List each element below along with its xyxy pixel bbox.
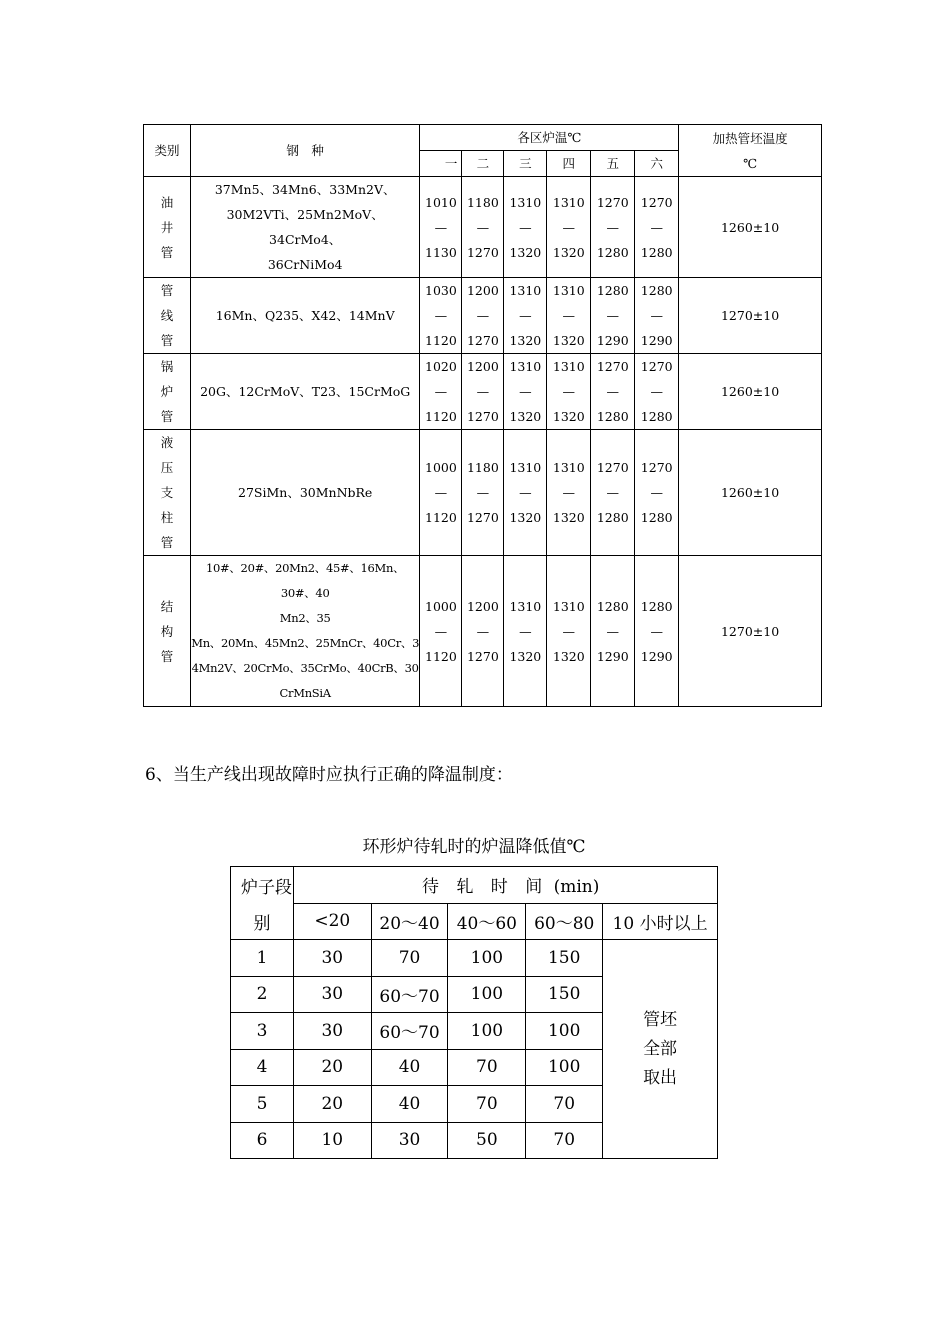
range-high: 1270 (466, 244, 499, 260)
long-wait-note (603, 940, 718, 1159)
header-category: 类别 (144, 125, 191, 177)
zone-6-range (635, 278, 679, 354)
row-billet-temperature: 1260±10 (679, 430, 822, 556)
reduction-value: 70 (448, 1086, 526, 1123)
steel-grade-line: 16Mn、Q235、X42、14MnV (215, 308, 395, 323)
reduction-value: 20 (293, 1086, 371, 1123)
row-billet-temperature: 1260±10 (679, 177, 822, 278)
zone-4-range (547, 430, 591, 556)
range-dash: — (434, 219, 448, 235)
table1-header-row (144, 125, 822, 151)
waiting-time-label: 待 轧 时 间 (421, 877, 549, 898)
category-char: 管 (160, 409, 174, 424)
reduction-value: 70 (448, 1049, 526, 1086)
range-dash: — (606, 384, 619, 399)
row-steel-grades (190, 556, 420, 707)
range-low: 1200 (466, 283, 499, 298)
range-low: 1180 (466, 460, 499, 475)
header-zone-temperature: 各区炉温℃ (420, 125, 679, 151)
range-dash: — (606, 485, 619, 500)
range-dash: — (476, 623, 490, 639)
furnace-segment: 2 (231, 976, 294, 1013)
zone-5-range (591, 177, 635, 278)
steel-grade-line: 27SiMn、30MnNbRe (238, 485, 373, 500)
range-low: 1280 (596, 283, 629, 298)
steel-grade-line: 37Mn5、34Mn6、33Mn2V、 (214, 182, 396, 197)
range-low: 1020 (425, 359, 457, 374)
reduction-value: 100 (526, 1013, 603, 1050)
furnace-segment: 6 (231, 1122, 294, 1159)
range-dash: — (519, 308, 532, 323)
zone-6-range (635, 430, 679, 556)
range-dash: — (519, 485, 532, 500)
range-high: 1280 (640, 409, 673, 424)
long-wait-note-line: 全部 (643, 1038, 678, 1059)
row-category (144, 556, 191, 707)
reduction-value: 10 (293, 1122, 371, 1159)
zone-1-range (420, 354, 462, 430)
reduction-value: 60～70 (371, 976, 448, 1013)
category-char: 管 (160, 535, 174, 550)
long-wait-note-line: 管坯 (643, 1009, 678, 1030)
table1-row (144, 177, 822, 278)
range-low: 1270 (640, 460, 673, 475)
range-dash: — (476, 308, 490, 323)
category-char: 构 (160, 623, 174, 639)
range-high: 1120 (425, 510, 457, 525)
range-low: 1310 (509, 283, 542, 298)
table1-row (144, 430, 822, 556)
range-low: 1310 (509, 194, 542, 210)
zone-6-range (635, 177, 679, 278)
row-steel-grades (190, 177, 420, 278)
range-low: 1310 (552, 460, 585, 475)
reduction-value: 70 (526, 1122, 603, 1159)
furnace-segment: 4 (231, 1049, 294, 1086)
range-dash: — (650, 219, 663, 235)
zone-2-range (462, 177, 504, 278)
range-high: 1290 (596, 648, 629, 664)
range-low: 1200 (466, 359, 499, 374)
reduction-value: 100 (448, 976, 526, 1013)
range-high: 1280 (640, 510, 673, 525)
row-category (144, 430, 191, 556)
reduction-value: 70 (526, 1086, 603, 1123)
table2-caption: 环形炉待轧时的炉温降低值℃ (362, 837, 586, 857)
range-low: 1280 (640, 283, 673, 298)
zone-1-range (420, 430, 462, 556)
zone-6-range (635, 556, 679, 707)
category-char: 压 (160, 460, 174, 475)
zone-6-header: 六 (635, 151, 679, 177)
zone-4-range (547, 278, 591, 354)
range-dash: — (562, 623, 576, 639)
range-high: 1320 (552, 333, 585, 348)
range-high: 1120 (425, 648, 457, 664)
range-dash: — (562, 384, 576, 399)
range-dash: — (562, 219, 576, 235)
range-low: 1270 (596, 194, 629, 210)
zone-5-range (591, 556, 635, 707)
range-high: 1120 (425, 409, 457, 424)
header-furnace-segment-line1: 炉子段 (231, 867, 294, 904)
reduction-value: 100 (448, 1013, 526, 1050)
steel-grade-line: 20G、12CrMoV、T23、15CrMoG (200, 384, 411, 399)
range-high: 1270 (466, 510, 499, 525)
range-high: 1320 (509, 244, 542, 260)
range-dash: — (562, 485, 576, 500)
range-low: 1010 (425, 194, 457, 210)
category-char: 炉 (160, 384, 174, 399)
range-high: 1280 (596, 244, 629, 260)
zone-3-header: 三 (504, 151, 547, 177)
zone-2-range (462, 278, 504, 354)
row-billet-temperature: 1260±10 (679, 354, 822, 430)
range-low: 1180 (466, 194, 499, 210)
reduction-value: 150 (526, 976, 603, 1013)
range-low: 1200 (466, 598, 499, 614)
zone-3-range (504, 556, 547, 707)
range-high: 1130 (425, 244, 457, 260)
zone-3-range (504, 177, 547, 278)
range-dash: — (434, 485, 448, 500)
range-low: 1270 (640, 359, 673, 374)
reduction-value: 40 (371, 1086, 448, 1123)
row-billet-temperature: 1270±10 (679, 278, 822, 354)
header-billet-temperature-line2: ℃ (743, 155, 758, 171)
range-low: 1270 (596, 460, 629, 475)
reduction-value: 150 (526, 940, 603, 977)
range-high: 1320 (552, 409, 585, 424)
reduction-value: 40 (371, 1049, 448, 1086)
waiting-time-unit: (min) (553, 877, 600, 898)
range-low: 1270 (640, 194, 673, 210)
row-billet-temperature: 1270±10 (679, 556, 822, 707)
range-dash: — (519, 219, 532, 235)
long-wait-note-line: 取出 (643, 1067, 678, 1088)
row-steel-grades (190, 354, 420, 430)
range-high: 1270 (466, 333, 499, 348)
zone-4-header: 四 (547, 151, 591, 177)
steel-grade-line: 30M2VTi、25Mn2MoV、34CrMo4、 (226, 207, 384, 247)
col-header-60-80: 60～80 (526, 903, 603, 940)
category-char: 管 (160, 283, 174, 298)
col-header-40-60: 40～60 (448, 903, 526, 940)
range-high: 1280 (596, 409, 629, 424)
zone-5-range (591, 354, 635, 430)
temperature-reduction-table (230, 866, 718, 1159)
col-header-lt20: <20 (293, 903, 371, 940)
furnace-segment: 1 (231, 940, 294, 977)
range-dash: — (476, 219, 490, 235)
range-high: 1320 (552, 244, 585, 260)
header-billet-temperature-line1: 加热管坯温度 (712, 130, 788, 146)
table2-row (231, 940, 718, 977)
category-char: 管 (160, 244, 174, 260)
zone-6-range (635, 354, 679, 430)
range-low: 1000 (425, 460, 457, 475)
range-high: 1320 (509, 333, 542, 348)
col-header-20-40: 20～40 (371, 903, 448, 940)
range-dash: — (650, 485, 663, 500)
range-dash: — (606, 308, 619, 323)
range-dash: — (562, 308, 576, 323)
range-low: 1310 (509, 359, 542, 374)
range-dash: — (606, 623, 619, 639)
zone-1-range (420, 556, 462, 707)
zone-2-range (462, 556, 504, 707)
range-dash: — (650, 623, 663, 639)
category-char: 井 (160, 219, 174, 235)
furnace-segment: 5 (231, 1086, 294, 1123)
reduction-value: 30 (293, 1013, 371, 1050)
steel-grade-line: CrMnSiA (279, 686, 331, 700)
section-heading: 6、当生产线出现故障时应执行正确的降温制度： (145, 765, 513, 785)
header-steel-grade: 钢 种 (190, 125, 420, 177)
header-billet-temperature (679, 125, 822, 177)
range-low: 1030 (425, 283, 457, 298)
reduction-value: 100 (526, 1049, 603, 1086)
steel-grade-line: Mn、20Mn、45Mn2、25MnCr、40Cr、3 (191, 636, 420, 650)
range-high: 1320 (509, 648, 542, 664)
range-low: 1310 (509, 598, 542, 614)
zone-5-range (591, 278, 635, 354)
table1-row (144, 354, 822, 430)
reduction-value: 30 (293, 940, 371, 977)
range-low: 1310 (552, 283, 585, 298)
zone-2-range (462, 354, 504, 430)
reduction-value: 30 (293, 976, 371, 1013)
zone-4-range (547, 556, 591, 707)
header-waiting-time (293, 867, 717, 904)
range-high: 1270 (466, 648, 499, 664)
category-char: 锅 (160, 359, 174, 374)
steel-grade-line: 36CrNiMo4 (267, 257, 343, 272)
range-high: 1320 (509, 409, 542, 424)
range-low: 1310 (552, 194, 585, 210)
zone-4-range (547, 177, 591, 278)
row-category (144, 354, 191, 430)
range-dash: — (519, 384, 532, 399)
row-category (144, 177, 191, 278)
category-char: 线 (160, 308, 174, 323)
row-steel-grades (190, 430, 420, 556)
zone-2-header: 二 (462, 151, 504, 177)
table1-row (144, 556, 822, 707)
range-low: 1310 (552, 598, 585, 614)
range-dash: — (434, 623, 448, 639)
zone-1-header: 一 (420, 151, 462, 177)
range-high: 1120 (425, 333, 457, 348)
zone-3-range (504, 278, 547, 354)
range-high: 1280 (640, 244, 673, 260)
range-dash: — (650, 384, 663, 399)
reduction-value: 100 (448, 940, 526, 977)
row-category (144, 278, 191, 354)
range-low: 1000 (425, 598, 457, 614)
range-high: 1280 (596, 510, 629, 525)
range-low: 1270 (596, 359, 629, 374)
range-dash: — (519, 623, 532, 639)
range-dash: — (476, 485, 490, 500)
range-high: 1290 (596, 333, 629, 348)
category-char: 结 (160, 598, 174, 614)
range-high: 1290 (640, 333, 673, 348)
table2-subheader-row (231, 903, 718, 940)
zone-1-range (420, 278, 462, 354)
range-dash: — (650, 308, 663, 323)
range-dash: — (434, 384, 448, 399)
zone-5-range (591, 430, 635, 556)
reduction-value: 30 (371, 1122, 448, 1159)
range-low: 1310 (552, 359, 585, 374)
zone-1-range (420, 177, 462, 278)
category-char: 液 (160, 435, 174, 450)
range-low: 1310 (509, 460, 542, 475)
furnace-segment: 3 (231, 1013, 294, 1050)
range-low: 1280 (640, 598, 673, 614)
zone-3-range (504, 430, 547, 556)
category-char: 油 (160, 194, 174, 210)
steel-grade-line: 4Mn2V、20CrMo、35CrMo、40CrB、30 (191, 661, 419, 675)
reduction-value: 20 (293, 1049, 371, 1086)
category-char: 管 (160, 333, 174, 348)
category-char: 管 (160, 648, 174, 664)
reduction-value: 50 (448, 1122, 526, 1159)
zone-5-header: 五 (591, 151, 635, 177)
steel-grade-line: 10#、20#、20Mn2、45#、16Mn、30#、40 (205, 561, 405, 600)
table2-header-row (231, 867, 718, 904)
range-low: 1280 (596, 598, 629, 614)
table1-row (144, 278, 822, 354)
reduction-value: 70 (371, 940, 448, 977)
steel-grade-line: Mn2、35 (279, 611, 331, 625)
reduction-value: 60～70 (371, 1013, 448, 1050)
range-high: 1320 (552, 648, 585, 664)
category-char: 支 (160, 485, 174, 500)
col-header-over-10h: 10 小时以上 (603, 903, 718, 940)
row-steel-grades (190, 278, 420, 354)
category-char: 柱 (160, 510, 174, 525)
zone-4-range (547, 354, 591, 430)
range-dash: — (434, 308, 448, 323)
header-furnace-segment-line2: 别 (231, 903, 294, 940)
furnace-temperature-table (143, 124, 822, 707)
range-dash: — (606, 219, 619, 235)
range-high: 1270 (466, 409, 499, 424)
range-high: 1320 (552, 510, 585, 525)
range-dash: — (476, 384, 490, 399)
range-high: 1320 (509, 510, 542, 525)
zone-2-range (462, 430, 504, 556)
zone-3-range (504, 354, 547, 430)
range-high: 1290 (640, 648, 673, 664)
